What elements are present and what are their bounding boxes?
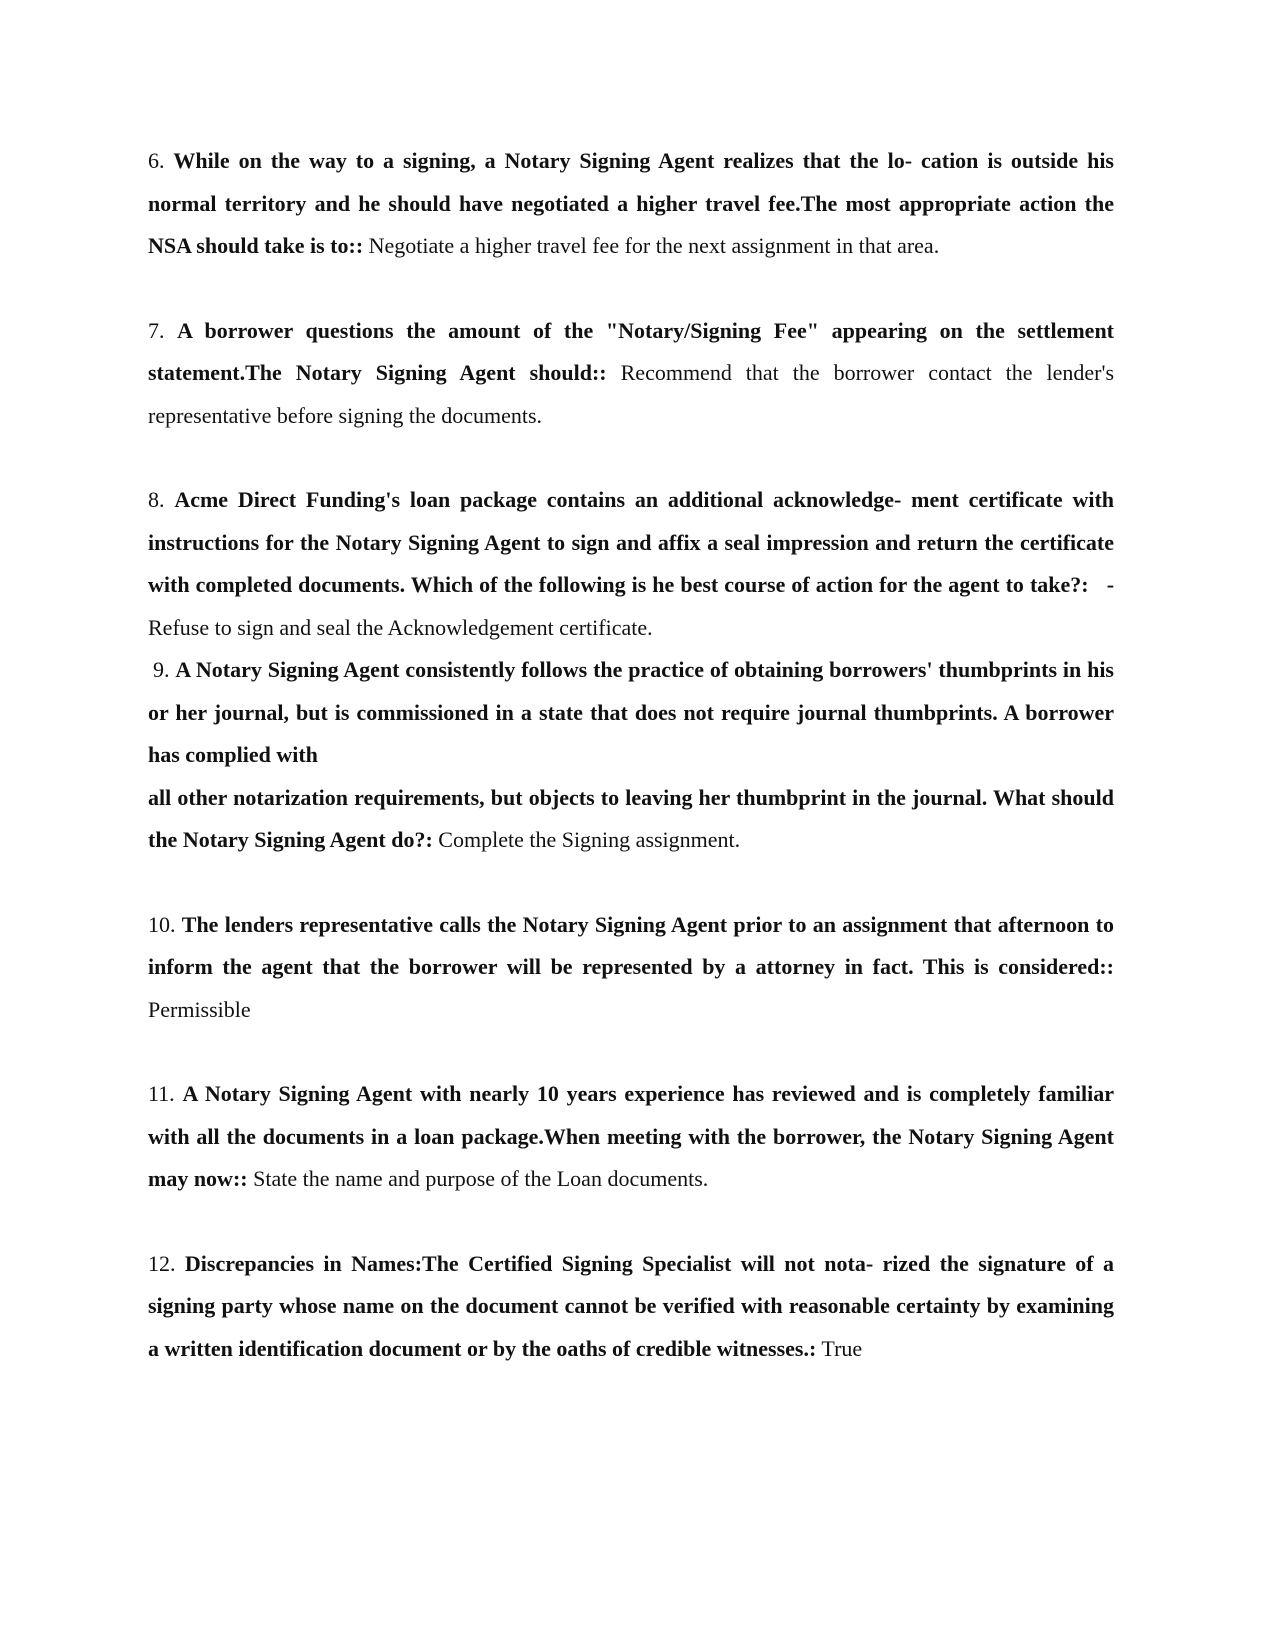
item-number: 8. xyxy=(148,487,165,512)
item-answer: Refuse to sign and seal the Acknowledgement certificate. xyxy=(148,614,653,640)
item-question: A Notary Signing Agent with nearly 10 years experience has reviewed and is completely familiar with all the documents in a loan package.When meeting with the borrower, the Notary Signing Agent may now:: xyxy=(148,1081,1115,1191)
item-question-part1: A Notary Signing Agent consistently follows the practice of obtaining borrowers' thumbprints in his or her journal, but is commissioned in a state that does not require journal thumbprints. A borrower has complied with xyxy=(148,657,1114,767)
qa-item-9 xyxy=(148,649,1114,862)
qa-item-8 xyxy=(148,479,1114,649)
qa-item-6 xyxy=(148,140,1114,268)
item-number: 10. xyxy=(148,911,176,937)
item-question: Discrepancies in Names:The Certified Signing Specialist will not nota- rized the signature of a signing party whose name on the document cannot be verified with reasonable certainty by examining a written identification document or by the oaths of credible witnesses.: xyxy=(148,1250,1114,1361)
qa-item-10 xyxy=(148,904,1114,1032)
item-answer: Permissible xyxy=(148,996,251,1022)
item-number: 9. xyxy=(153,657,170,682)
item-answer: State the name and purpose of the Loan documents. xyxy=(253,1166,709,1191)
item-number: 12. xyxy=(148,1250,176,1276)
item-question: The lenders representative calls the Notary Signing Agent prior to an assignment that afternoon to inform the agent that the borrower will be represented by a attorney in fact. This is considered:: xyxy=(148,911,1114,979)
item-question: While on the way to a signing, a Notary Signing Agent realizes that the lo- cation is outside his normal territory and he should have negotiated a higher travel fee.The most appropriate action the NSA should take is to:: xyxy=(148,148,1114,258)
item-dash: - xyxy=(1106,572,1115,597)
item-answer: Negotiate a higher travel fee for the next assignment in that area. xyxy=(368,233,940,258)
item-answer: True xyxy=(821,1335,863,1361)
item-question-part2: all other notarization requirements, but objects to leaving her thumbprint in the journal. What should the Notary Signing Agent do?: xyxy=(148,784,1114,852)
qa-item-12 xyxy=(148,1243,1114,1371)
qa-item-7 xyxy=(148,310,1114,438)
item-number: 11. xyxy=(148,1081,175,1106)
qa-item-11 xyxy=(148,1073,1114,1201)
item-number: 6. xyxy=(148,148,165,173)
item-answer: Recommend that the borrower contact the lender's representative before signing the documents. xyxy=(148,360,1115,428)
item-question: Acme Direct Funding's loan package contains an additional acknowledge- ment certificate with instructions for the Notary Signing Agent to sign and affix a seal impression and return the certificate with completed documents. Which of the following is he best course of action for the agent to take?: xyxy=(148,487,1115,597)
item-answer: Complete the Signing assignment. xyxy=(438,827,741,852)
qa-list xyxy=(148,140,1114,1370)
item-question: A borrower questions the amount of the "Notary/Signing Fee" appearing on the settlement statement.The Notary Signing Agent should:: xyxy=(148,317,1115,385)
item-number: 7. xyxy=(148,317,165,343)
